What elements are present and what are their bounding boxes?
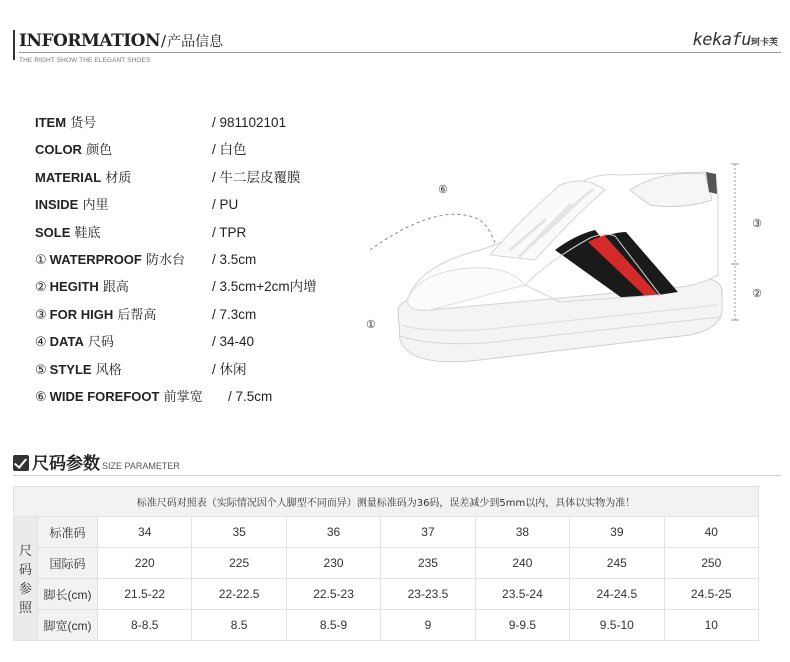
spec-value: / 34-40 <box>212 334 255 350</box>
spec-key-zh: 鞋底 <box>74 225 101 241</box>
spec-row-style <box>35 361 365 388</box>
spec-marker: ② <box>35 280 47 296</box>
row-label: 国际码 <box>38 548 98 579</box>
brand-name-en: kekafu <box>692 30 751 50</box>
table-cell: 230 <box>286 548 380 579</box>
brand-logo <box>693 30 778 50</box>
spec-value: / TPR <box>212 224 247 240</box>
spec-key-zh: 后帮高 <box>117 307 157 323</box>
spec-value: / 981102101 <box>212 115 287 130</box>
table-cell: 38 <box>475 517 569 548</box>
spec-row-waterproof <box>35 251 365 278</box>
spec-value: / PU <box>212 197 239 213</box>
table-cell: 23-23.5 <box>381 579 475 610</box>
spec-value: / 3.5cm+2cm内增 <box>212 279 317 295</box>
spec-marker: ① <box>35 252 47 268</box>
table-cell: 40 <box>664 517 758 548</box>
row-label: 脚宽(cm) <box>38 610 98 641</box>
spec-row-item <box>35 114 365 141</box>
table-cell: 225 <box>192 548 286 579</box>
table-cell: 250 <box>664 548 758 579</box>
brand-name-zh: 珂卡芙 <box>750 38 778 48</box>
table-cell: 8.5 <box>192 610 286 641</box>
spec-key-zh: 内里 <box>82 198 109 214</box>
spec-key-en: SOLE <box>35 224 71 240</box>
marker-3: ③ <box>752 217 762 230</box>
marker-1: ① <box>366 318 376 331</box>
table-cell: 22-22.5 <box>192 579 286 610</box>
size-table-note: 标准尺码对照表（实际情况因个人脚型不同而异）测量标准码为36码，误差减少到5mm以内，具体以实物为准！ <box>14 487 759 517</box>
spec-key-zh: 材质 <box>105 170 132 186</box>
spec-row-material <box>35 169 365 196</box>
checkbox-icon <box>13 455 29 471</box>
spec-value: / 7.3cm <box>212 306 257 322</box>
table-cell: 9.5-10 <box>570 610 664 641</box>
size-side-label <box>14 517 38 641</box>
spec-list <box>35 114 365 415</box>
spec-row-for-high <box>35 306 365 333</box>
marker-2: ② <box>752 287 762 300</box>
table-cell: 24.5-25 <box>664 579 758 610</box>
spec-row-color <box>35 141 365 168</box>
marker-6: ⑥ <box>438 183 448 196</box>
title-en: INFORMATION <box>19 31 161 51</box>
spec-key-en: ITEM <box>35 115 67 130</box>
spec-value: / 3.5cm <box>212 251 257 267</box>
spec-key-zh: 尺码 <box>87 335 114 351</box>
spec-row-sole <box>35 224 365 251</box>
header-subtitle: THE RIGHT SHOW THE ELEGANT SHOES <box>19 57 151 64</box>
spec-key-en: WATERPROOF <box>49 251 142 267</box>
spec-row-data <box>35 333 365 360</box>
spec-key-zh: 防水台 <box>146 252 186 268</box>
table-cell: 39 <box>570 517 664 548</box>
table-cell: 240 <box>475 548 569 579</box>
spec-key-zh: 货号 <box>70 116 97 131</box>
shoe-image <box>360 160 780 380</box>
page-title <box>19 31 223 51</box>
spec-key-en: HEGITH <box>49 279 99 295</box>
shoe-illustration <box>360 160 780 380</box>
table-cell: 21.5-22 <box>98 579 192 610</box>
spec-key-en: FOR HIGH <box>49 306 114 322</box>
spec-row-inside <box>35 196 365 223</box>
size-table <box>13 486 759 641</box>
table-row <box>14 517 759 548</box>
size-section-title: 尺码参数 <box>32 454 100 474</box>
table-cell: 9 <box>381 610 475 641</box>
size-section-header <box>13 449 180 474</box>
spec-key-zh: 颜色 <box>86 143 113 159</box>
spec-key-en: MATERIAL <box>35 169 102 185</box>
spec-marker: ⑤ <box>35 362 47 378</box>
row-label: 标准码 <box>38 517 98 548</box>
spec-value: / 休闲 <box>212 361 247 377</box>
spec-value: / 7.5cm <box>228 388 273 404</box>
table-cell: 8-8.5 <box>98 610 192 641</box>
side-label-char: 参 <box>18 580 32 596</box>
table-cell: 24-24.5 <box>570 579 664 610</box>
size-section-subtitle: SIZE PARAMETER <box>102 461 180 471</box>
spec-key-zh: 跟高 <box>102 280 129 296</box>
spec-key-zh: 风格 <box>95 362 122 378</box>
title-zh: 产品信息 <box>167 34 224 50</box>
size-table-note-row <box>14 487 759 517</box>
table-cell: 235 <box>381 548 475 579</box>
spec-key-en: INSIDE <box>35 197 79 213</box>
spec-value: / 白色 <box>212 142 247 158</box>
spec-key-en: STYLE <box>49 361 92 377</box>
table-row <box>14 548 759 579</box>
side-label-char: 尺 <box>18 542 32 558</box>
header-accent-bar <box>13 30 15 60</box>
table-cell: 37 <box>381 517 475 548</box>
spec-key-en: WIDE FOREFOOT <box>49 388 160 404</box>
table-row <box>14 579 759 610</box>
table-cell: 22.5-23 <box>286 579 380 610</box>
side-label-char: 码 <box>18 561 32 577</box>
table-cell: 245 <box>570 548 664 579</box>
spec-key-en: DATA <box>49 334 84 350</box>
table-cell: 34 <box>98 517 192 548</box>
spec-marker: ⑥ <box>35 389 47 405</box>
side-label-char: 照 <box>18 599 32 615</box>
table-cell: 36 <box>286 517 380 548</box>
table-cell: 8.5-9 <box>286 610 380 641</box>
spec-marker: ③ <box>35 307 47 323</box>
title-slash: / <box>161 32 167 50</box>
size-section-divider <box>13 475 781 476</box>
table-cell: 220 <box>98 548 192 579</box>
table-cell: 10 <box>664 610 758 641</box>
table-cell: 23.5-24 <box>475 579 569 610</box>
spec-row-height <box>35 278 365 305</box>
spec-row-wide-forefoot <box>35 388 365 415</box>
header-divider <box>19 52 781 53</box>
table-row <box>14 610 759 641</box>
spec-key-en: COLOR <box>35 142 82 158</box>
row-label: 脚长(cm) <box>38 579 98 610</box>
table-cell: 35 <box>192 517 286 548</box>
table-cell: 9-9.5 <box>475 610 569 641</box>
spec-marker: ④ <box>35 335 47 351</box>
spec-value: / 牛二层皮覆膜 <box>212 169 301 185</box>
spec-key-zh: 前掌宽 <box>163 389 203 405</box>
